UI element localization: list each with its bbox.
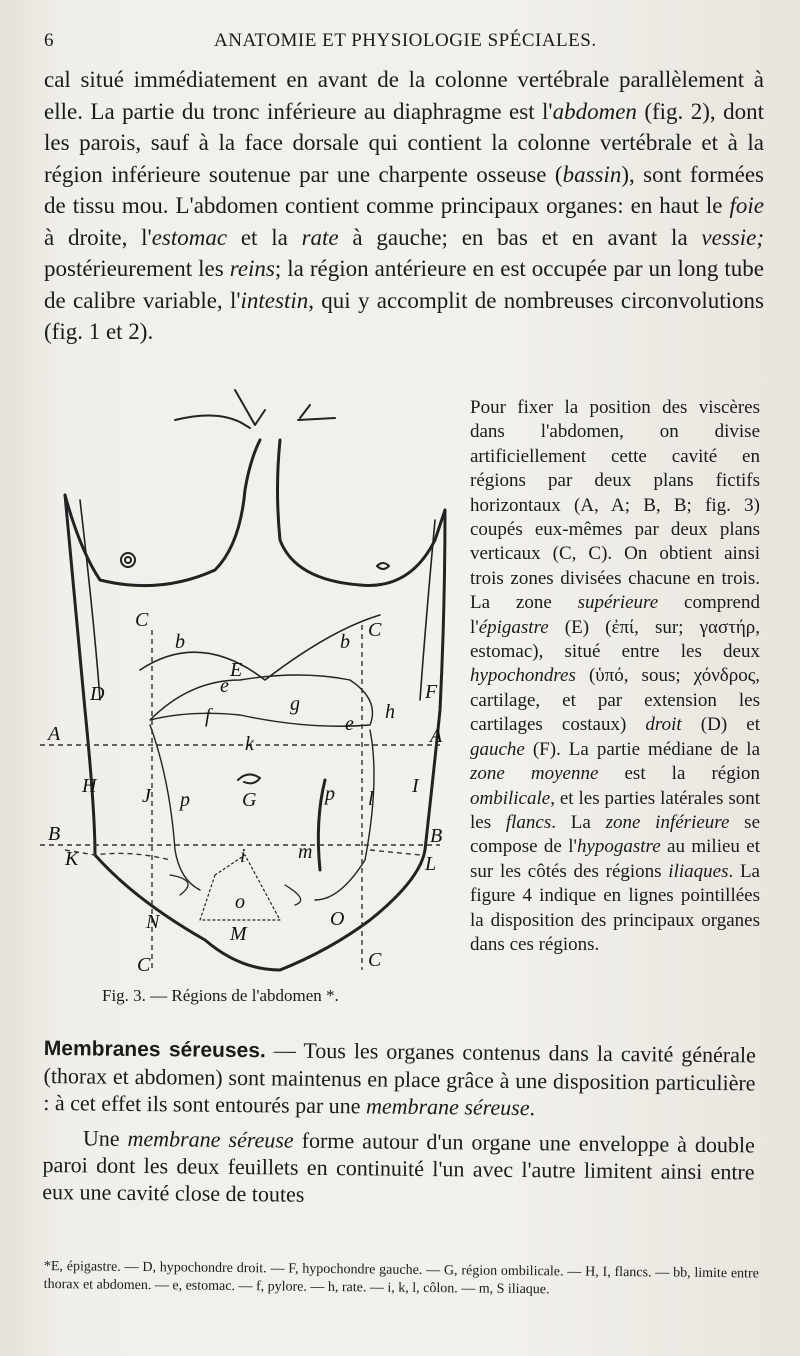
text-run: cal situé immédiatement en avant de la colonne vertébrale parallèlement à elle. La partie du tronc inférieure au diaphragme est l' <box>44 67 764 124</box>
label-m: m <box>298 841 313 863</box>
emphasis: flancs <box>505 811 552 833</box>
nipple-right <box>377 563 389 569</box>
label-C-top-right: C <box>368 619 382 641</box>
figure-3 <box>40 380 465 1020</box>
figure-caption: Fig. 3. — Régions de l'abdomen *. <box>102 986 339 1005</box>
text-run: (D) et <box>681 714 760 736</box>
label-b-left: b <box>175 631 185 653</box>
label-B-right: B <box>430 825 443 847</box>
label-M: M <box>230 923 247 945</box>
neck-line-left <box>175 415 250 428</box>
torso-right-shoulder <box>278 440 446 585</box>
page-number: 6 <box>44 30 54 51</box>
emphasis: membrane séreuse <box>127 1125 294 1153</box>
text-run: comprend l' <box>470 592 760 638</box>
stomach-outline <box>150 675 373 726</box>
label-o: o <box>235 891 245 913</box>
label-p-right: p <box>325 783 335 805</box>
iliac-s-curve <box>318 780 325 870</box>
text-run: — Tous les organes contenus dans la cavité générale (thorax et abdomen) sont maintenus en place grâce à une disposition particulière : à cet effet ils sont entourés par une <box>43 1037 756 1119</box>
torso-left-shoulder <box>65 440 260 586</box>
text-run: (F). La partie médiane de la <box>524 738 760 760</box>
navel <box>238 774 260 783</box>
nipple-left-inner <box>125 557 131 563</box>
text-run: et la <box>227 224 302 250</box>
emphasis: zone inférieure <box>605 811 730 833</box>
emphasis: hypochondres <box>470 665 576 687</box>
serous-membranes-section <box>42 1034 756 1220</box>
label-I: I <box>412 775 419 797</box>
running-header <box>44 30 760 56</box>
label-B-left: B <box>48 823 61 845</box>
label-J: J <box>142 785 151 807</box>
intro-paragraph <box>44 64 764 348</box>
text-run: ), sont formées de tissu mou. L'abdomen contient comme principaux organes: en haut le <box>44 161 764 218</box>
label-l: l <box>368 788 374 810</box>
text-run: à gauche; en bas et en avant la <box>338 224 702 250</box>
emphasis-bassin: bassin <box>562 161 622 187</box>
neck-line-right <box>298 405 335 420</box>
text-run: Pour fixer la position des viscères dans l'abdomen, on divise artificiellement cette cavité en régions par deux plans fictifs horizontaux (A, A; B, B; fig. 3) coupés eux-mêmes par deux plans verticaux (C, C). On obtient ainsi trois zones divisées chacune en trois. La zone <box>470 397 760 614</box>
label-g: g <box>290 693 300 715</box>
colon-outline <box>150 725 374 900</box>
section-paragraph-1 <box>43 1034 756 1123</box>
text-run: , qui y accomplit de nombreuses circonvolutions (fig. 1 et 2). <box>44 287 765 344</box>
text-run: forme autour d'un organe une enveloppe à double paroi dont les deux feuillets en continuité l'un avec l'autre limitent ainsi entre eux une cavité close de toutes <box>42 1127 756 1207</box>
text-run: (E) (ἐπί, sur; γαστήρ, estomac), situé entre les deux <box>470 616 760 663</box>
running-title: ANATOMIE ET PHYSIOLOGIE SPÉCIALES. <box>214 30 597 51</box>
emphasis: hypogastre <box>576 836 661 858</box>
text-run: , et les parties latérales sont les <box>470 787 760 833</box>
line-L <box>370 850 420 855</box>
text-run: se compose de l' <box>470 811 760 858</box>
label-f: f <box>205 705 211 727</box>
emphasis: épigastre <box>478 616 549 638</box>
emphasis-intestin: intestin <box>240 287 309 313</box>
text-run: . <box>529 1095 536 1121</box>
label-O: O <box>330 908 345 930</box>
text-run: (fig. 2), dont les parois, sauf à la face dorsale qui contient la colonne vertébrale et à la région inférieure soutenue par une charpente osseuse ( <box>44 98 764 187</box>
label-p-left: p <box>180 789 190 811</box>
label-e-left: e <box>220 675 229 697</box>
nipple-left <box>121 553 135 567</box>
label-i: i <box>240 845 246 867</box>
label-H: H <box>82 775 97 797</box>
label-C-bottom-right: C <box>368 949 382 971</box>
text-run: . La <box>551 811 606 833</box>
text-run: est la région <box>598 763 760 785</box>
text-run: (ὑπό, sous; χόνδρος, cartilage, et par extension les cartilages costaux) <box>470 665 760 736</box>
figure-labels <box>46 609 443 976</box>
label-D: D <box>90 683 105 705</box>
text-run: à droite, l' <box>44 224 152 250</box>
emphasis: droit <box>645 714 682 736</box>
side-paragraph <box>470 396 760 957</box>
emphasis-rate: rate <box>301 224 339 250</box>
section-paragraph-2 <box>42 1124 755 1212</box>
label-K: K <box>65 848 79 870</box>
footnote: *E, épigastre. — D, hypochondre droit. — F, hypochondre gauche. — G, région ombilicale. — H, I, flancs. — bb, limite entre thorax et abdomen. — e, estomac. — f, pylore. — h, rate. — i, k, l, côlon. — m, S iliaque. <box>43 1259 759 1298</box>
throat-mark <box>235 390 265 425</box>
text-run: postérieurement les <box>44 256 230 281</box>
emphasis: membrane séreuse <box>365 1093 530 1121</box>
label-b-right: b <box>340 631 350 653</box>
text-run: au milieu et sur les côtés des régions <box>470 836 760 882</box>
label-L: L <box>425 853 437 875</box>
text-run: . La figure 4 indique en lignes pointillées la disposition des principaux organes dans ces régions. <box>470 860 760 955</box>
label-A-left: A <box>48 723 61 745</box>
label-A-right: A <box>430 725 443 747</box>
emphasis-reins: reins <box>229 256 275 281</box>
label-N: N <box>146 911 160 933</box>
emphasis-abdomen: abdomen <box>552 98 637 124</box>
emphasis: iliaques <box>668 860 729 882</box>
line-K <box>65 850 170 860</box>
emphasis-estomac: estomac <box>151 224 228 250</box>
emphasis-vessie: vessie; <box>701 224 764 250</box>
label-e-right: e <box>345 713 354 735</box>
emphasis: supérieure <box>577 592 659 614</box>
flank-inner-lines <box>80 500 435 700</box>
text-run: Une <box>82 1125 128 1151</box>
label-C-top-left: C <box>135 609 149 631</box>
label-G: G <box>242 789 257 811</box>
emphasis: zone moyenne <box>470 763 599 785</box>
label-F: F <box>425 681 438 703</box>
label-k: k <box>245 733 254 755</box>
emphasis: gauche <box>470 738 525 760</box>
emphasis-foie: foie <box>729 193 764 218</box>
section-heading: Membranes séreuses. <box>43 1036 266 1063</box>
emphasis: ombilicale <box>470 787 551 809</box>
label-h: h <box>385 701 395 723</box>
abdomen-regions-illustration <box>40 380 465 980</box>
label-E: E <box>230 659 243 681</box>
label-C-bottom-left: C <box>137 954 151 976</box>
text-run: ; la région antérieure en est occupée par un long tube de calibre variable, l' <box>44 256 764 313</box>
